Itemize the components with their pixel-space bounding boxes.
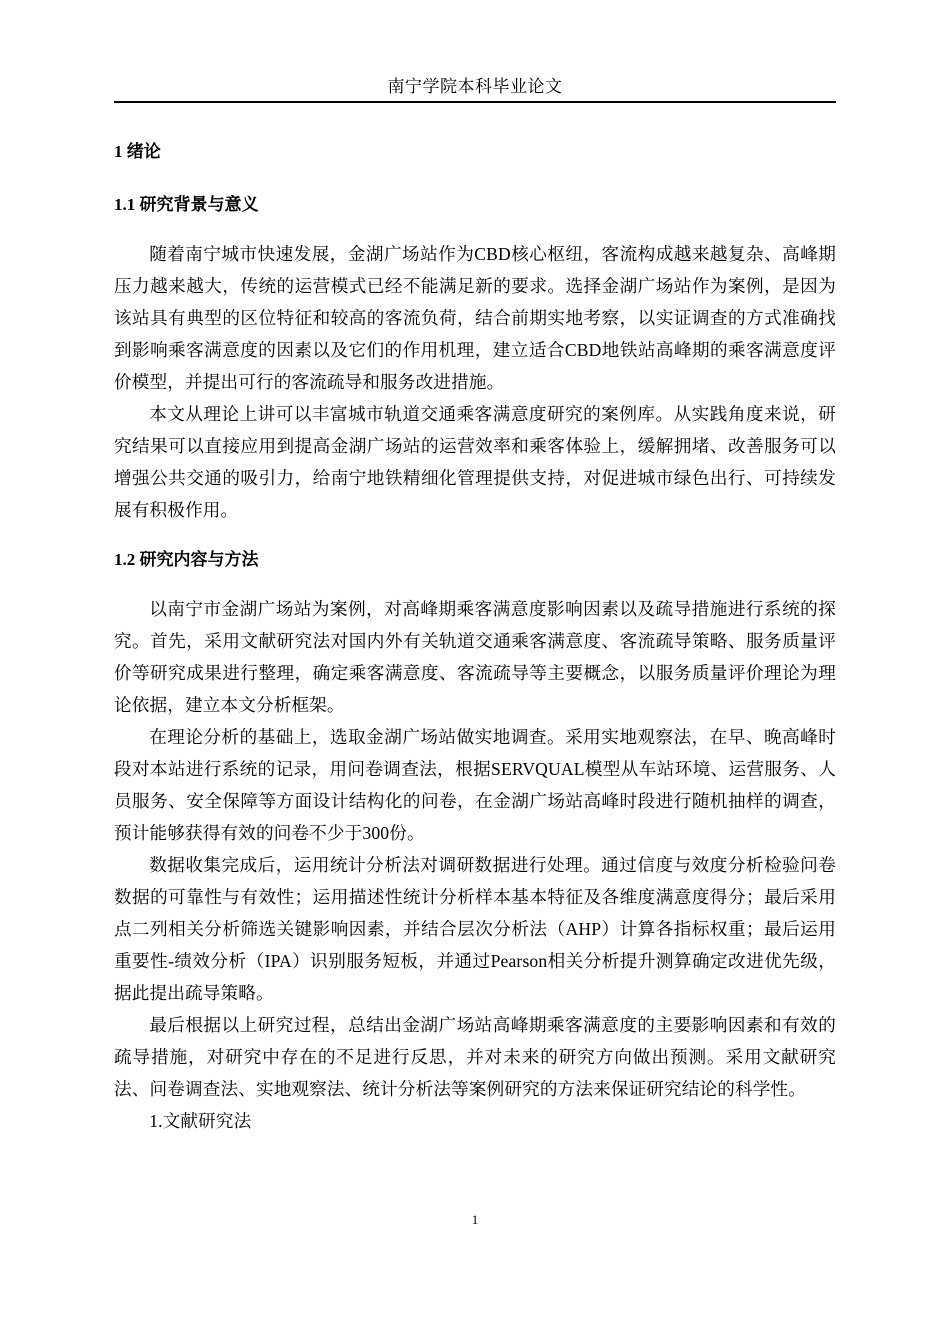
section-content-methods bbox=[114, 546, 836, 1137]
section-heading: 1.1 研究背景与意义 bbox=[114, 195, 259, 214]
chapter-heading: 1 绪论 bbox=[114, 142, 161, 161]
body-paragraph: 在理论分析的基础上，选取金湖广场站做实地调查。采用实地观察法，在早、晚高峰时段对本站进行系统的记录，用问卷调查法，根据SERVQUAL模型从车站环境、运营服务、人员服务、安全保障等方面设计结构化的问卷，在金湖广场站高峰时段进行随机抽样的调查，预计能够获得有效的问卷不少于300份。 bbox=[114, 727, 836, 843]
section-heading: 1.2 研究内容与方法 bbox=[114, 550, 259, 569]
body-paragraph: 最后根据以上研究过程，总结出金湖广场站高峰期乘客满意度的主要影响因素和有效的疏导措施，对研究中存在的不足进行反思，并对未来的研究方向做出预测。采用文献研究法、问卷调查法、实地观察法、统计分析法等案例研究的方法来保证研究结论的科学性。 bbox=[114, 1015, 836, 1099]
section-background bbox=[114, 191, 836, 526]
header-rule bbox=[114, 101, 836, 103]
body-paragraph: 数据收集完成后，运用统计分析法对调研数据进行处理。通过信度与效度分析检验问卷数据的可靠性与有效性；运用描述性统计分析样本基本特征及各维度满意度得分；最后采用点二列相关分析筛选关键影响因素，并结合层次分析法（AHP）计算各指标权重；最后运用重要性-绩效分析（IPA）识别服务短板，并通过Pearson相关分析提升测算确定改进优先级，据此提出疏导策略。 bbox=[114, 855, 836, 1003]
body-paragraph: 随着南宁城市快速发展，金湖广场站作为CBD核心枢纽，客流构成越来越复杂、高峰期压力越来越大，传统的运营模式已经不能满足新的要求。选择金湖广场站作为案例，是因为该站具有典型的区位特征和较高的客流负荷，结合前期实地考察，以实证调查的方式准确找到影响乘客满意度的因素以及它们的作用机理，建立适合CBD地铁站高峰期的乘客满意度评价模型，并提出可行的客流疏导和服务改进措施。 bbox=[114, 244, 836, 392]
body-paragraph: 本文从理论上讲可以丰富城市轨道交通乘客满意度研究的案例库。从实践角度来说，研究结果可以直接应用到提高金湖广场站的运营效率和乘客体验上，缓解拥堵、改善服务可以增强公共交通的吸引力，给南宁地铁精细化管理提供支持，对促进城市绿色出行、可持续发展有积极作用。 bbox=[114, 404, 836, 520]
page-body bbox=[114, 138, 836, 1137]
page-number: 1 bbox=[471, 1212, 479, 1227]
numbered-item: 1.文献研究法 bbox=[149, 1111, 252, 1131]
body-paragraph: 以南宁市金湖广场站为案例，对高峰期乘客满意度影响因素以及疏导措施进行系统的探究。首先，采用文献研究法对国内外有关轨道交通乘客满意度、客流疏导策略、服务质量评价等研究成果进行整理，确定乘客满意度、客流疏导等主要概念，以服务质量评价理论为理论依据，建立本文分析框架。 bbox=[114, 599, 836, 715]
running-header: 南宁学院本科毕业论文 bbox=[387, 77, 563, 96]
